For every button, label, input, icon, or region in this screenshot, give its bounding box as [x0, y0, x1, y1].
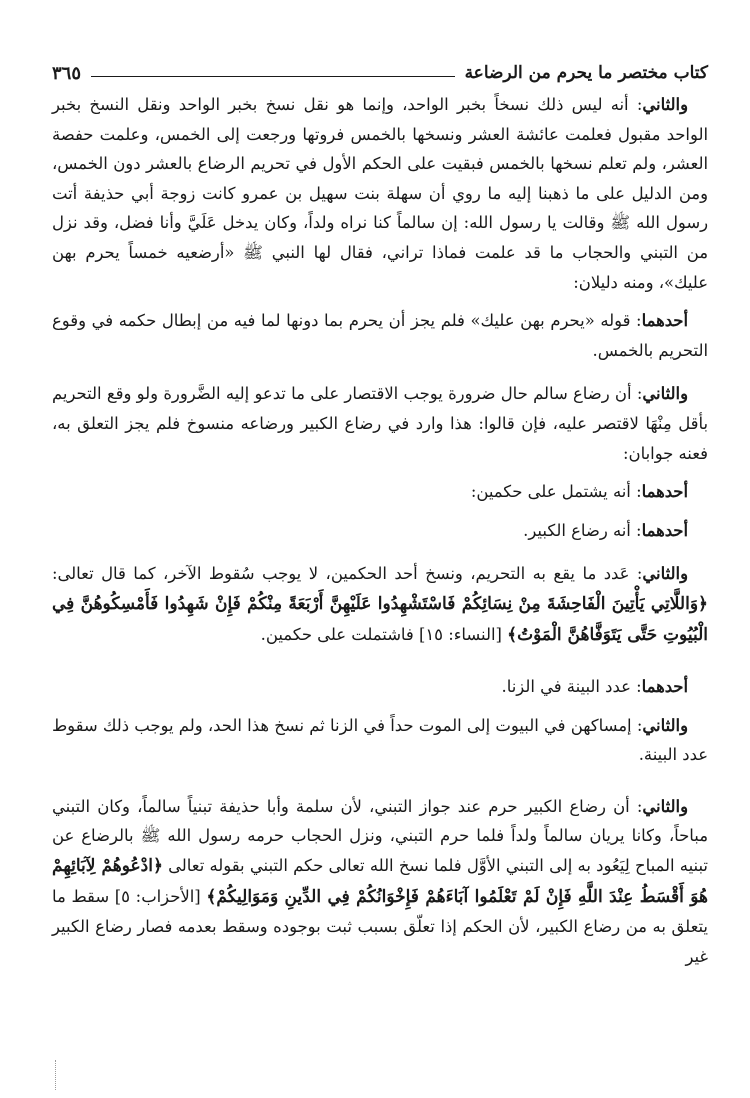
page-number: ٣٦٥ — [52, 62, 82, 84]
header-rule — [91, 76, 455, 77]
paragraph-text: : عدد البينة في الزنا. — [501, 677, 642, 697]
paragraph-text: : إمساكهن في البيوت إلى الموت حداً في الزنا ثم نسخ هذا الحد، ولم يوجب ذلك سقوط عدد البينة. — [52, 715, 708, 765]
body-text — [52, 90, 708, 971]
paragraph-7 — [52, 672, 708, 702]
spacer — [52, 365, 708, 379]
quran-verse: ﴿وَاللَّاتِي يَأْتِينَ الْفَاحِشَةَ مِنْ نِسَائِكُمْ فَاسْتَشْهِدُوا عَلَيْهِنَّ أَرْبَعَةً مِنْكُمْ فَإِنْ شَهِدُوا فَأَمْسِكُوهُنَّ فِي الْبُيُوتِ حَتَّى يَتَوَفَّاهُنَّ الْمَوْتُ﴾ — [52, 593, 708, 645]
spacer — [52, 770, 708, 792]
paragraph-1 — [52, 90, 708, 297]
spacer — [52, 468, 708, 477]
paragraph-lead: أحدهما — [641, 311, 688, 331]
paragraph-5 — [52, 516, 708, 546]
paragraph-lead: أحدهما — [641, 520, 688, 540]
paragraph-6 — [52, 559, 708, 650]
paragraph-2 — [52, 306, 708, 365]
paragraph-lead: والثاني — [642, 95, 688, 114]
paragraph-text: : أنه رضاع الكبير. — [523, 520, 642, 540]
paragraph-8 — [52, 711, 708, 770]
paragraph-4 — [52, 477, 708, 507]
paragraph-lead: والثاني — [642, 715, 688, 735]
spacer — [52, 650, 708, 672]
running-header — [52, 56, 708, 90]
paragraph-9 — [52, 792, 708, 972]
paragraph-lead: والثاني — [642, 384, 688, 404]
paragraph-3 — [52, 379, 708, 468]
scan-edge-marks — [55, 1060, 58, 1090]
book-title: كتاب مختصر ما يحرم من الرضاعة — [464, 63, 708, 83]
book-page — [52, 56, 708, 1096]
quran-verse: ﴿ادْعُوهُمْ لِآبَائِهِمْ هُوَ أَقْسَطُ عِنْدَ اللَّهِ فَإِنْ لَمْ تَعْلَمُوا آبَاءَهُمْ فَإِخْوَانُكُمْ فِي الدِّينِ وَمَوَالِيكُمْ﴾ — [52, 856, 709, 907]
paragraph-lead: أحدهما — [641, 482, 688, 502]
paragraph-lead: والثاني — [642, 564, 688, 584]
spacer — [52, 702, 708, 711]
paragraph-text: [الأحزاب: ٥] سقط ما يتعلق به من رضاع الكبير، لأن الحكم إذا تعلّق بسبب ثبت بوجوده وسقط بعدمه فصار رضاع الكبير غير — [52, 886, 708, 966]
paragraph-text: : أن رضاع سالم حال ضرورة يوجب الاقتصار على ما تدعو إليه الضَّرورة ولو وقع التحريم بأقل مِنْهَا لاقتصر عليه، فإن قالوا: هذا وارد في رضاع الكبير ورضاعه منسوخ فلم يجز التعلق به، فعنه جوابان: — [52, 384, 708, 463]
paragraph-text: : قوله «يحرم بهن عليك» فلم يجز أن يحرم بما دونها لما فيه من إبطال حكمه في وقوع التحريم بالخمس. — [52, 311, 708, 360]
paragraph-text: : عَدد ما يقع به التحريم، ونسخ أحد الحكمين، لا يوجب سُقوط الآخر، كما قال تعالى: — [52, 564, 643, 584]
paragraph-lead: أحدهما — [641, 677, 688, 697]
spacer — [52, 297, 708, 306]
paragraph-text: : أن رضاع الكبير حرم عند جواز التبني، لأن سلمة وأبا حذيفة تبنياً سالماً، وكان التبني مباحاً، وكانا يريان سالماً ولداً فلما حرم التبني، ونزل الحجاب حرمه رسول الله ﷺ بالرضاع عن تبنيه المباح لِيَعُود به إلى التبني الأوَّل فلما نسخ الله تعالى حكم التبني بقوله تعالى — [52, 796, 708, 876]
spacer — [52, 545, 708, 559]
paragraph-text: [النساء: ١٥] فاشتملت على حكمين. — [260, 624, 508, 644]
paragraph-lead: والثاني — [642, 796, 688, 816]
paragraph-text: : أنه يشتمل على حكمين: — [470, 482, 642, 502]
spacer — [52, 507, 708, 516]
paragraph-text: : أنه ليس ذلك نسخاً بخبر الواحد، وإنما هو نقل نسخ بخبر الواحد ونقل النسخ بخبر الواحد مقبول فعلمت عائشة العشر ونسخها بالخمس فروتها ورجعت إلى الخمس، وعلمت حفصة العشر، ولم تعلم نسخها بالخمس فبقيت على الحكم الأول في تحريم الرضاع بالعشر دون الخمس، ومن الدليل على ما ذهبنا إليه ما روي أن سهلة بنت سهيل بن عمرو كانت زوجة أبي حذيفة أتت رسول الله ﷺ وقالت يا رسول الله: إن سالماً كنا نراه ولداً، وكان يدخل عَلَيَّ وأنا فضل، وقد نزل من التبني والحجاب ما قد علمت فماذا تراني، فقال لها النبي ﷺ «أرضعيه خمساً يحرم بهن عليك»، ومنه دليلان: — [52, 95, 708, 292]
